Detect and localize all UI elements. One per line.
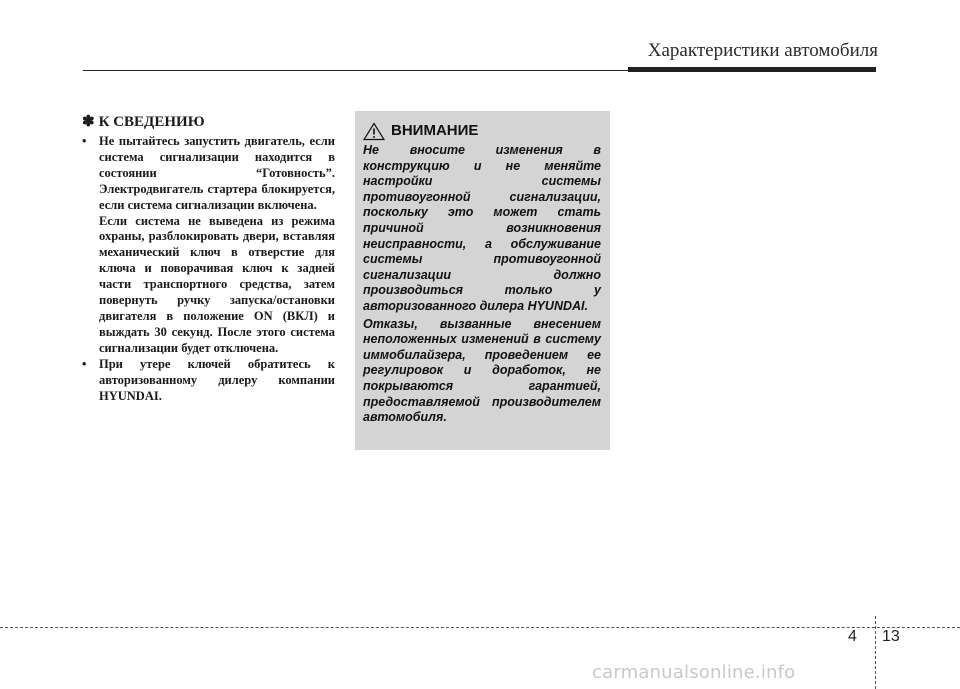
warning-triangle-icon bbox=[363, 122, 385, 141]
note-bullet-2-paragraph-1: При утере ключей обратитесь к авторизованному дилеру компании HYUNDAI. bbox=[99, 356, 335, 403]
page-header-title: Характеристики автомобиля bbox=[647, 40, 878, 61]
footer-dashed-rule bbox=[0, 627, 960, 628]
bullet-icon: • bbox=[82, 134, 87, 148]
note-bullet-1 bbox=[82, 134, 335, 357]
note-bullet-1-paragraph-2: Если система не выведена из режима охраны, разблокировать двери, вставляя механический ключ в отверстие для ключа и поворачивая ключ к задней части транспортного средства, затем повернуть ручку запуска/остановки двигателя в положение ON (ВКЛ) и выждать 30 секунд. После этого система сигнализации будет отключена. bbox=[99, 213, 335, 355]
header-bar bbox=[628, 67, 876, 72]
chapter-number: 4 bbox=[848, 628, 857, 645]
note-bullet-2 bbox=[82, 357, 335, 405]
note-bullet-1-paragraph-1: Не пытайтесь запустить двигатель, если система сигнализации находится в состоянии “Готовность”. Электродвигатель стартера блокируется, если система сигнализации включена. bbox=[99, 134, 335, 212]
bullet-icon: • bbox=[82, 356, 87, 371]
watermark: carmanualsonline.info bbox=[592, 662, 796, 683]
warning-title bbox=[363, 121, 601, 141]
asterisk-icon: ✽ bbox=[82, 114, 95, 130]
note-section bbox=[82, 112, 335, 404]
warning-paragraph-1: Не вносите изменения в конструкцию и не меняйте настройки системы противоугонной сигнализации, поскольку это может стать причиной возникновения неисправности, а обслуживание системы противоугонной сигнализации должно производиться только у авторизованного дилера HYUNDAI. bbox=[363, 143, 601, 313]
warning-paragraph-2: Отказы, вызванные внесением неположенных изменений в систему иммобилайзера, проведением ее регулировок и доработок, не покрываются гарантией, предоставляемой производителем автомобиля. bbox=[363, 316, 601, 425]
page-number: 13 bbox=[882, 628, 900, 645]
warning-box bbox=[355, 111, 610, 450]
footer-page-divider bbox=[875, 616, 876, 689]
warning-content bbox=[363, 121, 601, 428]
note-heading bbox=[82, 112, 335, 132]
header-rule bbox=[83, 70, 628, 71]
warning-title-text: ВНИМАНИЕ bbox=[391, 122, 479, 139]
note-heading-text: К СВЕДЕНИЮ bbox=[98, 114, 205, 130]
